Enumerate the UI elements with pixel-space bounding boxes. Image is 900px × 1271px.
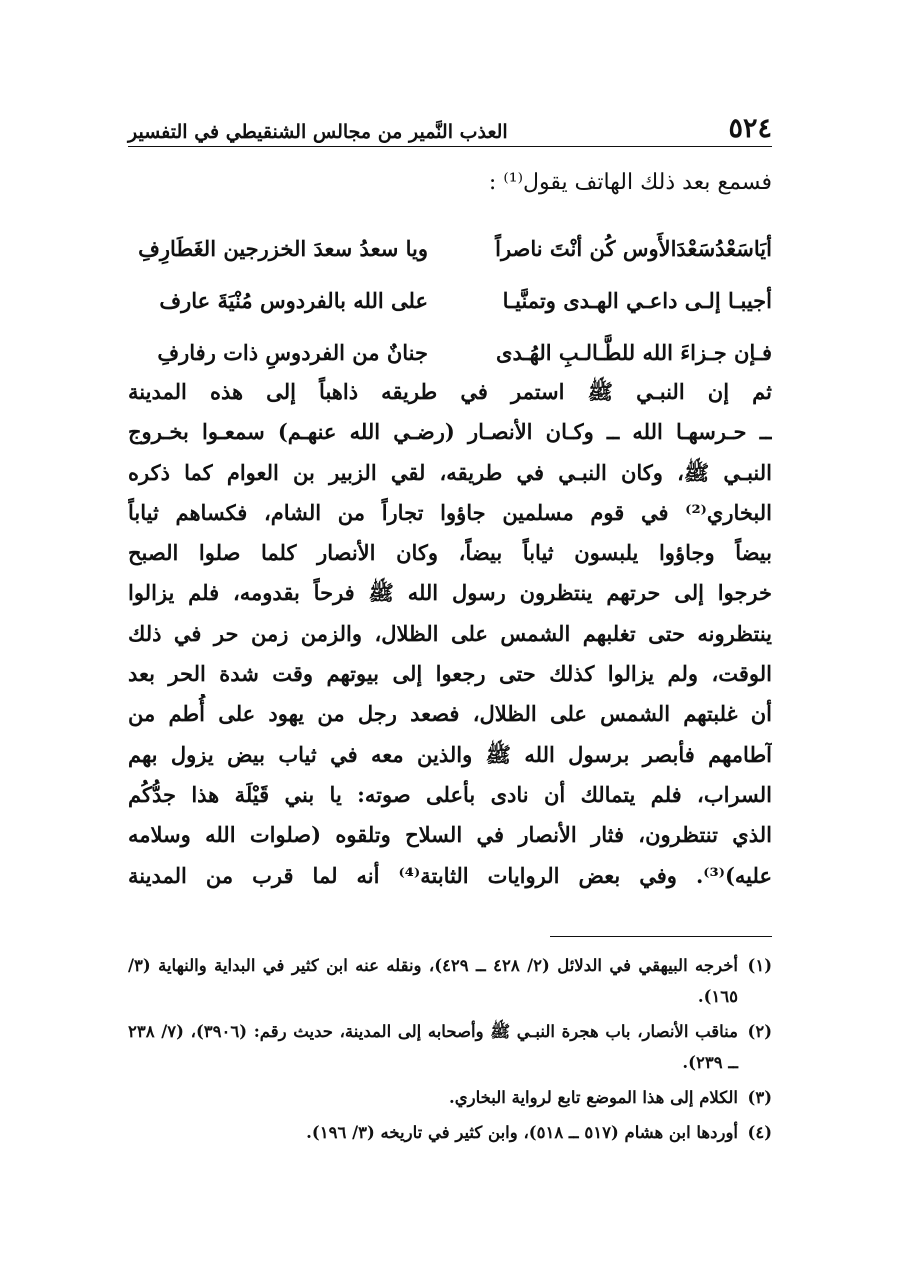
intro-line: فسمع بعد ذلك الهاتف يقول⁽¹⁾ : bbox=[488, 170, 772, 195]
paragraph-line: ثم إن النبـي ﷺ استمر في طريقه ذاهباً إلى هذه المدينة bbox=[128, 379, 772, 404]
page-number: ٥٢٤ bbox=[728, 113, 772, 144]
verse-first-hemistich: أيَاسَعْدُسَعْدَالأَوس كُن أنْتَ ناصراً bbox=[495, 235, 772, 261]
paragraph-line: النبـي ﷺ، وكان النبـي في طريقه، لقي الزبير بن العوام كما ذكره bbox=[128, 459, 772, 485]
footnote-divider bbox=[550, 936, 772, 937]
footnote-4 bbox=[128, 1117, 772, 1148]
footnotes bbox=[128, 950, 772, 1152]
footnote-number: (١) bbox=[747, 956, 772, 975]
footnote-text: الكلام إلى هذا الموضع تابع لرواية البخاري. bbox=[448, 1088, 738, 1107]
running-title: العذب النَّمير من مجالس الشنقيطي في التفسير bbox=[128, 121, 508, 143]
verse-first-hemistich: فـإن جـزاءَ الله للطَّـالـبِ الهُـدى bbox=[496, 339, 772, 365]
paragraph-line: السراب، فلم يتمالك أن نادى بأعلى صوته: يا بني قَيْلَة هذا جدُّكُم bbox=[128, 781, 772, 807]
footnote-text: مناقب الأنصار، باب هجرة النبـي ﷺ وأصحابه إلى المدينة، حديث رقم: (٣٩٠٦)، (٧/ ٢٣٨ ــ ٢٣٩). bbox=[128, 1022, 739, 1072]
header-divider bbox=[128, 146, 772, 147]
poem-block bbox=[128, 222, 772, 378]
main-paragraph bbox=[128, 372, 772, 896]
paragraph-line: خرجوا إلى حرتهم ينتظرون رسول الله ﷺ فرحاً بقدومه، فلم يزالوا bbox=[128, 580, 772, 606]
paragraph-line: آطامهم فأبصر برسول الله ﷺ والذين معه في ثياب بيض يزول بهم bbox=[128, 741, 772, 767]
verse-1 bbox=[128, 222, 772, 274]
paragraph-line: الذي تنتظرون، فثار الأنصار في السلاح وتلقوه (صلوات الله وسلامه bbox=[128, 822, 772, 848]
footnote-1 bbox=[128, 950, 772, 1012]
paragraph-line: عليه)⁽³⁾. وفي بعض الروايات الثابتة⁽⁴⁾ أنه لما قرب من المدينة bbox=[128, 862, 772, 888]
paragraph-line: الوقت، ولم يزالوا كذلك حتى رجعوا إلى بيوتهم وقت شدة الحر بعد bbox=[128, 661, 772, 687]
paragraph-line: أن غلبتهم الشمس على الظلال، فصعد رجل من يهود على أُطم من bbox=[128, 701, 772, 727]
footnote-text: أوردها ابن هشام (٥١٧ ــ ٥١٨)، وابن كثير في تاريخه (٣/ ١٩٦). bbox=[306, 1123, 738, 1142]
paragraph-line: ــ حـرسهـا الله ــ وكـان الأنصـار (رضـي الله عنهـم) سمعـوا بخـروج bbox=[128, 419, 772, 445]
verse-second-hemistich: على الله بالفردوس مُنْيَةَ عارف bbox=[159, 287, 428, 313]
footnote-text: أخرجه البيهقي في الدلائل (٢/ ٤٢٨ ــ ٤٢٩)، ونقله عنه ابن كثير في البداية والنهاية (٣/ ١٦٥). bbox=[128, 956, 738, 1006]
paragraph-line: بيضاً وجاؤوا يلبسون ثياباً بيضاً، وكان الأنصار كلما صلوا الصبح bbox=[128, 540, 772, 566]
verse-first-hemistich: أجيبـا إلـى داعـي الهـدى وتمنَّيـا bbox=[502, 287, 772, 313]
footnote-3 bbox=[128, 1082, 772, 1113]
paragraph-line: البخاري⁽²⁾ في قوم مسلمين جاؤوا تجاراً من الشام، فكساهم ثياباً bbox=[128, 499, 772, 525]
footnote-number: (٤) bbox=[747, 1123, 772, 1142]
verse-second-hemistich: جنانٌ من الفردوسِ ذات رفارفِ bbox=[157, 339, 428, 365]
paragraph-line: ينتظرونه حتى تغلبهم الشمس على الظلال، والزمن زمن حر في ذلك bbox=[128, 620, 772, 646]
footnote-number: (٣) bbox=[747, 1088, 772, 1107]
verse-second-hemistich: ويا سعدُ سعدَ الخزرجين الغَطَارِفِ bbox=[138, 235, 428, 261]
verse-2 bbox=[128, 274, 772, 326]
page-header bbox=[128, 108, 772, 142]
footnote-2 bbox=[128, 1016, 772, 1078]
verse-3 bbox=[128, 326, 772, 378]
footnote-number: (٢) bbox=[747, 1022, 772, 1041]
